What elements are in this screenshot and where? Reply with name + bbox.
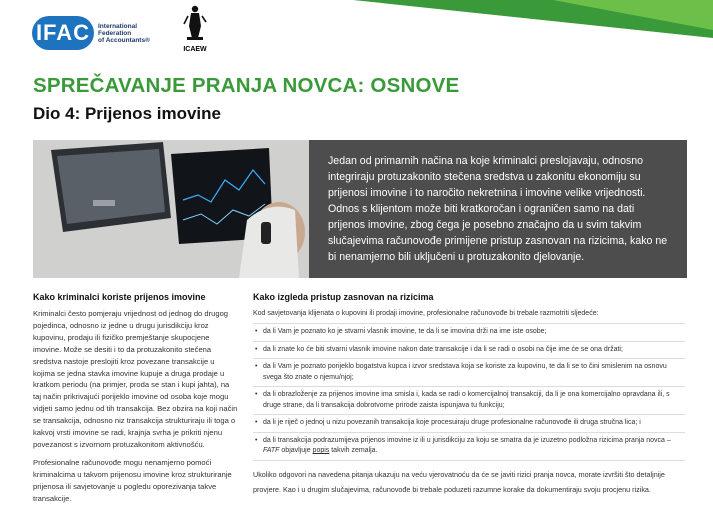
icaew-wordmark: ICAEW: [183, 46, 207, 53]
trader-photo-illustration: [33, 140, 309, 278]
page-title: SPREČAVANJE PRANJA NOVCA: OSNOVE: [33, 74, 460, 97]
list-item: • da li Vam je poznato porijeklo bogatstva kupca i izvor sredstava koja se koriste za kupovinu, te da li se to čini smislenim na osnovu svega što znate o njemu/njoj;: [253, 358, 685, 386]
left-column: [33, 292, 238, 511]
left-heading: Kako kriminalci koriste prijenos imovine: [33, 292, 206, 302]
intro-box: [309, 140, 687, 278]
right-heading: Kako izgleda pristup zasnovan na rizicima: [253, 292, 434, 302]
ifac-wordmark: International Federation of Accountants®: [98, 22, 150, 44]
list-item: • da li znate ko će biti stvarni vlasnik imovine nakon date transakcije i da li se radi o osobi na čije ime će se ona držati;: [253, 341, 685, 359]
intro-text: Jedan od primarnih načina na koje kriminalci preslojavaju, odnosno integriraju protuzakonito stečena sredstva u zakonitu ekonomiju su prijenosi imovine i to naročito nekretnina i imovine velike vrijednosti. Odnos s klijentom može biti kratkoročan i ograničen samo na dati prijenos imovine, zbog čega je posebno značajno da u svim takvim slučajevima računovođe primijene pristup zasnovan na rizicima, kako ne bi nenamjerno bili uključeni u protuzakonito djelovanje.: [328, 155, 668, 263]
icaew-figure-icon: [182, 4, 208, 40]
fatf-list-link[interactable]: popis: [312, 447, 330, 454]
right-column: [253, 292, 685, 504]
ifac-logo: [32, 16, 150, 50]
page-subtitle: Dio 4: Prijenos imovine: [33, 104, 221, 123]
list-item: • da li Vam je poznato ko je stvarni vlasnik imovine, te da li se imovina drži na ime iste osobe;: [253, 323, 685, 341]
risk-checklist: [253, 323, 685, 461]
right-lead: Kod savjetovanja klijenata o kupovini ili prodaji imovine, profesionalne računovođe bi trebale razmotriti sljedeće:: [253, 310, 599, 317]
hero-photo: [33, 140, 687, 278]
icaew-logo: [180, 4, 210, 53]
ifac-badge: IFAC: [32, 16, 94, 50]
list-item: • da li obrazloženje za prijenos imovine ima smisla i, kada se radi o komercijalnoj transakciji, da li je ona komercijalno opravdana ili, s druge strane, da li transakcija dobrotvorne prirode zaista ispunjava tu funkciju;: [253, 386, 685, 414]
left-paragraph-2: Profesionalne računovođe mogu nenamjerno pomoći kriminalcima u takvom prijenosu imovine kroz strukturiranje prijenosa ili savjetovanje u pogledu oporezivanja takve transakcije.: [33, 457, 232, 503]
list-item: • da li je riječ o jednoj u nizu povezanih transakcija koje procesuiraju druge profesionalne računovođe ili druga stručna lica; i: [253, 414, 685, 432]
left-paragraph-1: Kriminalci često pomjeraju vrijednost od jednog do drugog pojedinca, odnosno iz jedne u drugu jurisdikciju kroz kupovinu, prodaju ili fizičko premještanje skupocjene imovine. Može se desiti i to da protuzakonito stečena sredstva nastoje presloјiti kroz povezane transakcije u kojima se jedna stavka imovine kupuje a druga prodaje u kratkom periodu (na primjer, proda se stan i kupi jahta), na taj način prikrivajući porijeklo imovine od osoba koje mogu vidjeti samo jednu od tih transakcija. Bez obzira na koji način se transakcija, odnosno niz transakcija strukturiraju ili toga o kakvoj vrsti imovine se radi, krajnja svrha je prikriti njenu povezanost s izvornom protuzakonitom aktivnošću.: [33, 309, 238, 449]
list-item: • da li transakcija podrazumijeva prijenos imovine iz ili u jurisdikciju za koju se smatra da je izuzetno podložna rizicima pranja novca – FATF objavljuje popis takvih zemalja.: [253, 432, 685, 461]
closing-paragraph: Ukoliko odgovori na navedena pitanja ukazuju na veću vjerovatnoću da će se javiti rizici pranja novca, morate izvršiti što detaljnije provjere. Kao i u drugim slučajevima, računovođe bi trebale poduzeti razumne korake da dokumentiraju svoju procjenu rizika.: [253, 469, 665, 494]
